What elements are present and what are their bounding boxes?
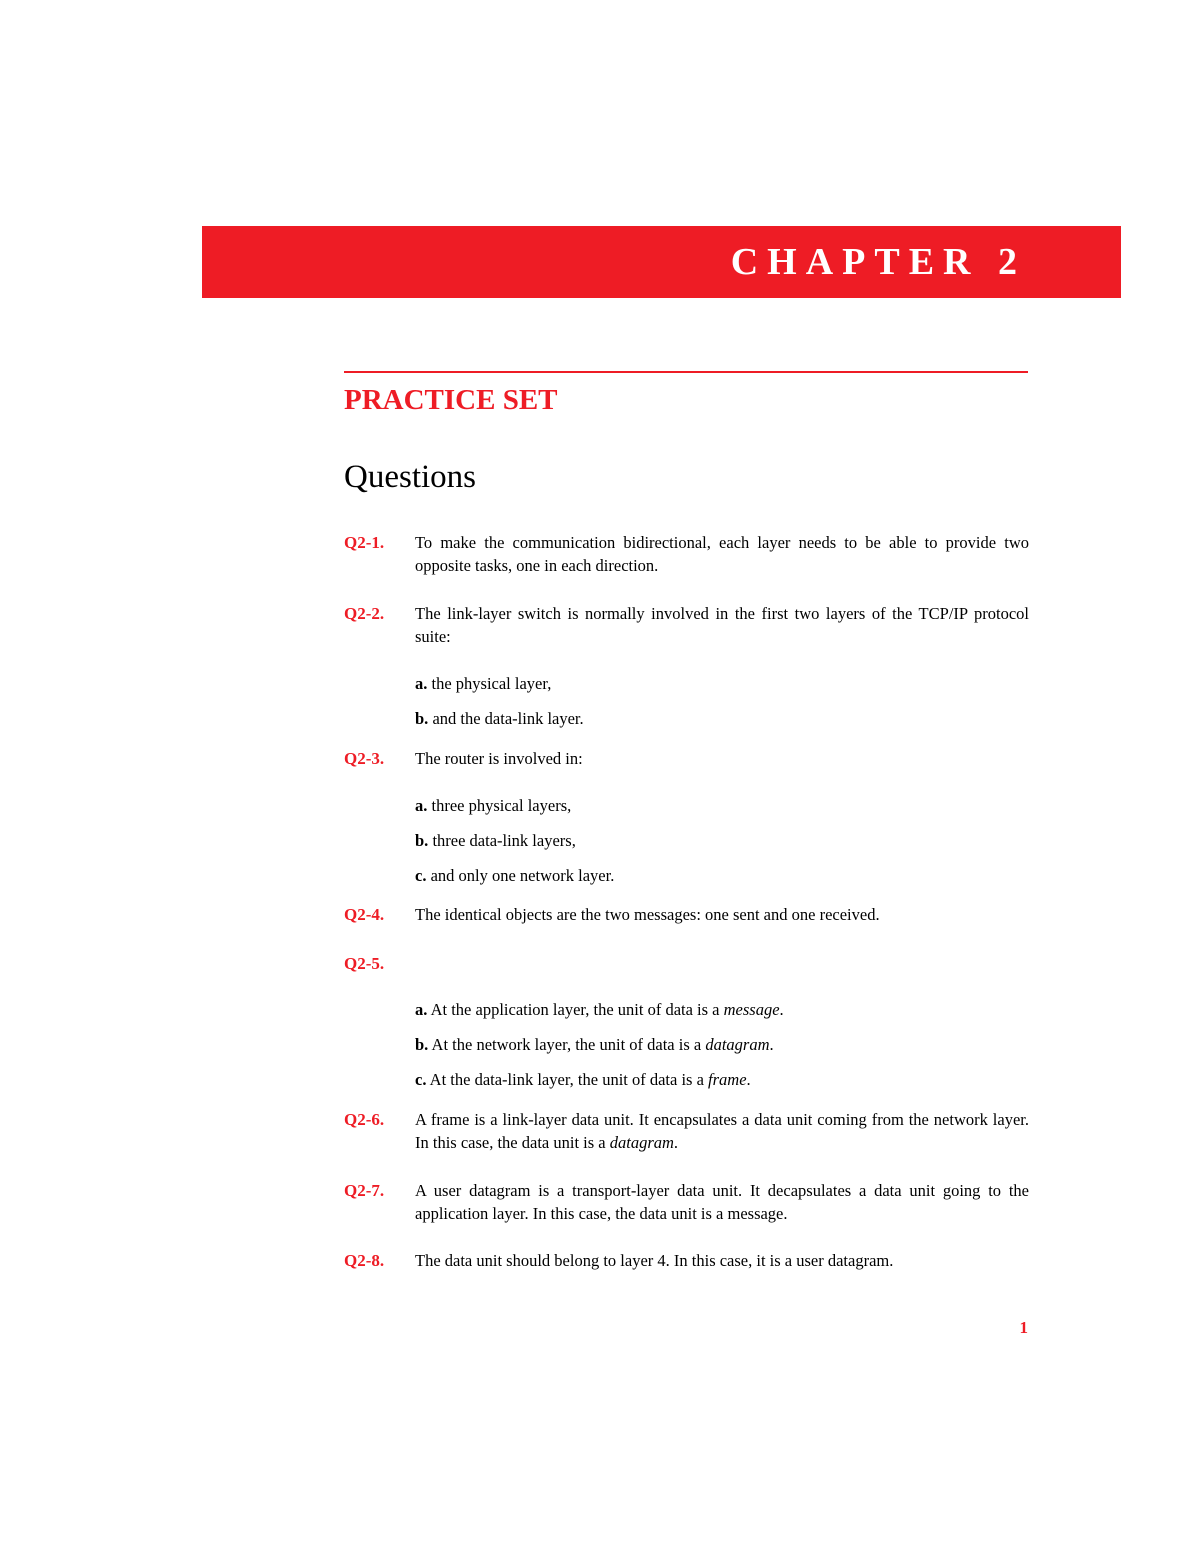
list-item [415, 829, 1029, 852]
page-number: 1 [1019, 1318, 1028, 1337]
question-label: Q2-6. [344, 1110, 385, 1129]
list-item-text: three physical layers, [431, 796, 572, 815]
question-label: Q2-5. [344, 954, 385, 973]
list-item-letter: b. [415, 831, 429, 850]
list-item [415, 1033, 1029, 1056]
list-item-text: At the data-link layer, the unit of data is a frame. [429, 1070, 751, 1089]
question-text: The router is involved in: [415, 749, 583, 768]
question-text: To make the communication bidirectional, each layer needs to be able to provide two opposite tasks, one in each direction. [415, 533, 1029, 575]
chapter-banner [202, 226, 1121, 298]
section-title: PRACTICE SET [344, 384, 558, 416]
list-item [415, 1068, 1029, 1091]
section-divider [344, 371, 1028, 373]
list-item [415, 707, 1029, 730]
emphasized-term: datagram [705, 1035, 770, 1054]
list-item-text: At the network layer, the unit of data is a datagram. [431, 1035, 774, 1054]
question-text: A frame is a link-layer data unit. It encapsulates a data unit coming from the network layer. In this case, the data unit is a datagram. [415, 1110, 1029, 1152]
list-item [415, 794, 1029, 817]
list-item-letter: c. [415, 866, 427, 885]
question-label: Q2-2. [344, 604, 385, 623]
list-item-text: and the data-link layer. [432, 709, 584, 728]
question-label: Q2-8. [344, 1251, 385, 1270]
list-item-text: and only one network layer. [430, 866, 615, 885]
list-item-text: At the application layer, the unit of data is a message. [430, 1000, 784, 1019]
question-label: Q2-7. [344, 1181, 385, 1200]
question-text: A user datagram is a transport-layer data unit. It decapsulates a data unit going to the application layer. In this case, the data unit is a message. [415, 1181, 1029, 1223]
list-item-letter: b. [415, 709, 429, 728]
list-item-letter: c. [415, 1070, 427, 1089]
emphasized-term: message [723, 1000, 780, 1019]
question-label: Q2-4. [344, 905, 385, 924]
list-item-text: the physical layer, [431, 674, 552, 693]
list-item-letter: b. [415, 1035, 429, 1054]
question-label: Q2-1. [344, 533, 385, 552]
emphasized-term: datagram [609, 1133, 674, 1152]
list-item [415, 864, 1029, 887]
question-text: The data unit should belong to layer 4. In this case, it is a user datagram. [415, 1251, 894, 1270]
emphasized-term: frame [708, 1070, 747, 1089]
list-item-letter: a. [415, 674, 428, 693]
list-item [415, 672, 1029, 695]
list-item-text: three data-link layers, [432, 831, 576, 850]
question-label: Q2-3. [344, 749, 385, 768]
list-item-letter: a. [415, 1000, 428, 1019]
question-text: The link-layer switch is normally involved in the first two layers of the TCP/IP protocol suite: [415, 604, 1029, 646]
list-item [415, 998, 1029, 1021]
subsection-title: Questions [344, 459, 476, 495]
list-item-letter: a. [415, 796, 428, 815]
chapter-title: CHAPTER 2 [730, 241, 1026, 283]
question-text: The identical objects are the two messages: one sent and one received. [415, 905, 880, 924]
